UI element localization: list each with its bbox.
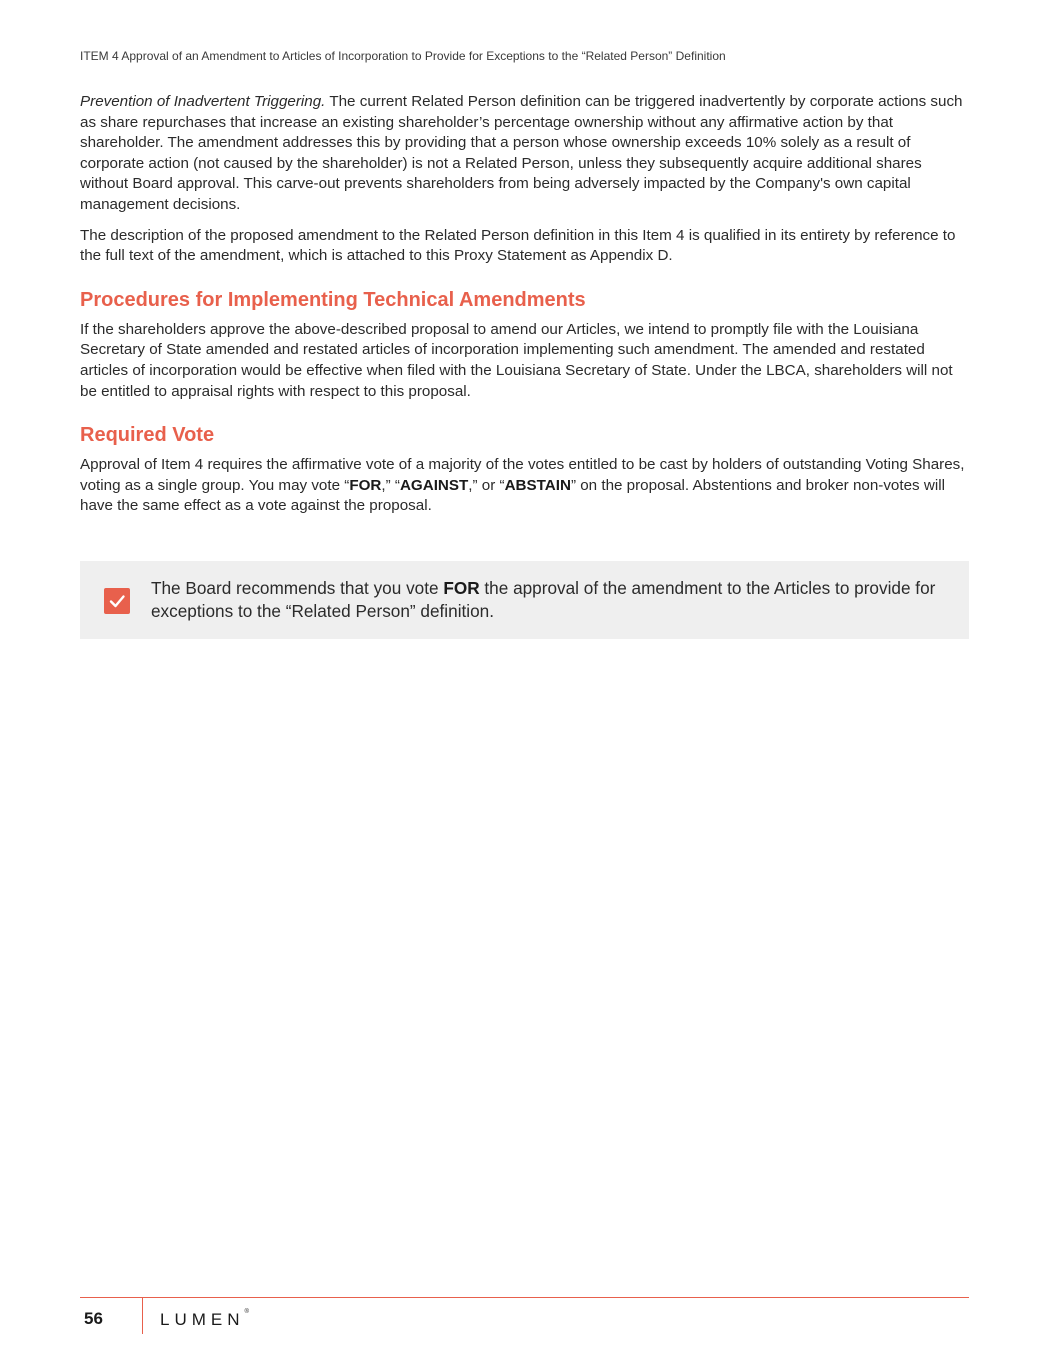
intro-paragraph bbox=[80, 92, 969, 216]
recommendation-text bbox=[151, 577, 951, 623]
checkmark-icon bbox=[104, 588, 130, 614]
recommendation-for: FOR bbox=[443, 578, 480, 598]
required-vote-paragraph bbox=[80, 455, 969, 517]
qualification-paragraph: The description of the proposed amendment to the Related Person definition in this Item 4 is qualified in its entirety by reference to the full text of the amendment, which is attached to this Proxy Statement as Appendix D. bbox=[80, 226, 956, 265]
logo-wordmark: LUMEN bbox=[160, 1310, 245, 1329]
required-vote-heading: Required Vote bbox=[80, 424, 215, 447]
vote-text-2: ” on the proposal. Abstentions and broker non-votes will have the same effect as a vote against the proposal. bbox=[80, 476, 945, 515]
vote-text-1: Approval of Item 4 requires the affirmative vote of a majority of the votes entitled to be cast by holders of outstanding Voting Shares, voting as a single group. You may vote “ bbox=[80, 456, 965, 494]
page-number: 56 bbox=[84, 1309, 103, 1328]
vote-sep-2: ,” or “ bbox=[468, 476, 505, 494]
procedures-paragraph: If the shareholders approve the above-described proposal to amend our Articles, we intend to promptly file with the Louisiana Secretary of State amended and restated articles of incorporation implementing such amendment. The amended and restated articles of incorporation would be effective when filed with the Louisiana Secretary of State. Under the LBCA, shareholders will not be entitled to appraisal rights with respect to this proposal. bbox=[80, 320, 953, 400]
vote-option-against: AGAINST bbox=[399, 476, 469, 494]
intro-lead: Prevention of Inadvertent Triggering. bbox=[80, 93, 326, 110]
logo-registered-mark: ® bbox=[244, 1309, 249, 1315]
footer-rule bbox=[80, 1297, 969, 1298]
main-content bbox=[80, 92, 969, 517]
lumen-logo bbox=[160, 1310, 249, 1330]
footer-divider bbox=[142, 1298, 143, 1334]
procedures-heading: Procedures for Implementing Technical Amendments bbox=[80, 288, 586, 311]
recommendation-after: the approval of the amendment to the Articles to provide for exceptions to the “Related Person” definition. bbox=[151, 578, 936, 621]
vote-sep-1: ,” “ bbox=[381, 476, 400, 494]
vote-option-abstain: ABSTAIN bbox=[504, 476, 571, 494]
board-recommendation-callout bbox=[80, 561, 969, 639]
running-header: ITEM 4 Approval of an Amendment to Articles of Incorporation to Provide for Exceptions to the “Related Person” Definition bbox=[80, 49, 726, 63]
intro-body: The current Related Person definition can be triggered inadvertently by corporate actions such as share repurchases that increase an existing shareholder’s percentage ownership without any affirmative action by that shareholder. The amendment addresses this by providing that a person whose ownership exceeds 10% solely as a result of corporate action (not caused by the shareholder) is not a Related Person, unless they subsequently acquire additional shares without Board approval. This carve-out prevents shareholders from being adversely impacted by the Company's own capital management decisions. bbox=[80, 93, 963, 213]
recommendation-before: The Board recommends that you vote bbox=[151, 578, 444, 598]
vote-option-for: FOR bbox=[349, 476, 382, 494]
